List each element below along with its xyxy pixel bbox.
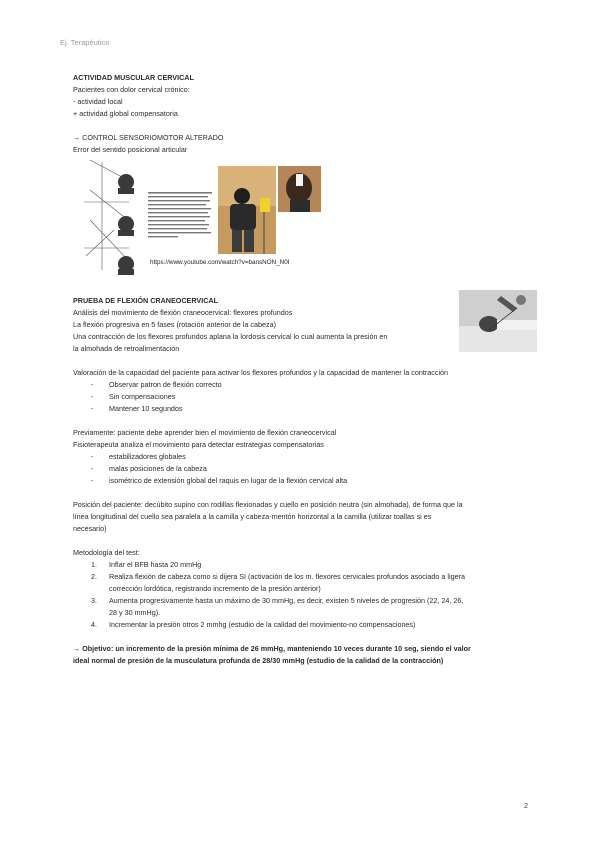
- body-line: Posición del paciente: decúbito supino con rodillas flexionadas y cuello en posición neutra (sin almohada), de forma que la: [73, 500, 463, 509]
- section-actividad-muscular: [73, 72, 223, 156]
- body-line: Fisioterapeuta analiza el movimiento para detectar estrategias compensatorias: [73, 440, 324, 449]
- valoracion-list: [73, 379, 471, 415]
- list-item: - Mantener 10 segundos: [73, 403, 471, 415]
- body-line: línea longitudinal del cuello sea paralela a la camilla y cabeza-mentón horizontal a la camilla (utilizar toallas si es: [73, 512, 432, 521]
- page-number: 2: [523, 801, 528, 810]
- steps-list: [73, 559, 471, 631]
- body-line: Previamente: paciente debe aprender bien el movimiento de flexión craneocervical: [73, 428, 337, 437]
- patient-seated-photo: [218, 166, 276, 254]
- section-title: ACTIVIDAD MUSCULAR CERVICAL: [73, 73, 194, 82]
- body-line: necesario): [73, 524, 107, 533]
- fisio-list: [73, 451, 471, 487]
- step-text: Realiza flexión de cabeza como si dijera SI (activación de los m. flexores cervicales profundos asociado a ligera: [109, 572, 465, 581]
- page-header: Ej. Terapéutico: [60, 38, 110, 47]
- step-text: Aumenta progresivamente hasta un máximo de 30 mmHg, es decir, existen 5 niveles de progresión (22, 24, 26,: [109, 596, 464, 605]
- body-line: Valoración de la capacidad del paciente para activar los flexores profundos y la capacidad de mantener la contracción: [73, 368, 449, 377]
- paper-caption-figure: [148, 192, 214, 244]
- step-text: 28 y 30 mmHg).: [109, 608, 161, 617]
- list-item: - actividad local: [73, 97, 123, 106]
- body-line: la almohada de retroalimentación: [73, 344, 180, 353]
- position-sense-diagram: [84, 160, 144, 275]
- list-item: [73, 619, 471, 631]
- body-line: Análisis del movimiento de flexión craneocervical: flexores profundos: [73, 308, 293, 317]
- intro-text: Pacientes con dolor cervical crónico:: [73, 85, 190, 94]
- list-item: [73, 571, 471, 595]
- video-url: https://www.youtube.com/watch?v=bansNON_N0I: [150, 259, 290, 266]
- arrow-line: → CONTROL SENSORIOMOTOR ALTERADO: [73, 133, 224, 142]
- section-title: PRUEBA DE FLEXIÓN CRANEOCERVICAL: [73, 296, 218, 305]
- list-item: [73, 559, 471, 571]
- subtitle-text: Error del sentido posicional articular: [73, 145, 188, 154]
- list-item: - isométrico de extensión global del raquis en lugar de la flexión cervical alta: [73, 475, 471, 487]
- objetivo-line: ideal normal de presión de la musculatura profunda de 28/30 mmHg (estudio de la calidad de la contracción): [73, 656, 444, 665]
- list-item: - estabilizadores globales: [73, 451, 471, 463]
- list-item: + actividad global compensatoria: [73, 109, 178, 118]
- list-item: - Sin compensaciones: [73, 391, 471, 403]
- section-prueba-flexion: [73, 295, 471, 667]
- step-number: 2.: [91, 572, 97, 581]
- step-number: 3.: [91, 596, 97, 605]
- list-item: - Observar patron de flexión correcto: [73, 379, 471, 391]
- step-text: Inflar el BFB hasta 20 mmHg: [109, 560, 202, 569]
- objetivo-line: → Objetivo: un incremento de la presión mínima de 26 mmHg, manteniendo 10 veces durante 10 seg, siendo el valor: [73, 644, 471, 653]
- head-sensor-photo: [278, 166, 321, 212]
- step-text: corrección lordótica, registrando incremento de la presión anterior): [109, 584, 321, 593]
- body-line: Una contracción de los flexores profundos aplana la lordosis cervical lo cual aumenta la presión en: [73, 332, 388, 341]
- step-number: 1.: [91, 560, 97, 569]
- body-line: La flexión progresiva en 5 fases (rotación anterior de la cabeza): [73, 320, 276, 329]
- list-item: - malas posiciones de la cabeza: [73, 463, 471, 475]
- list-item: [73, 595, 471, 619]
- step-text: Incrementar la presión otros 2 mmhg (estudio de la calidad del movimiento-no compensaciones): [109, 620, 416, 629]
- step-number: 4.: [91, 620, 97, 629]
- body-line: Metodología del test:: [73, 548, 140, 557]
